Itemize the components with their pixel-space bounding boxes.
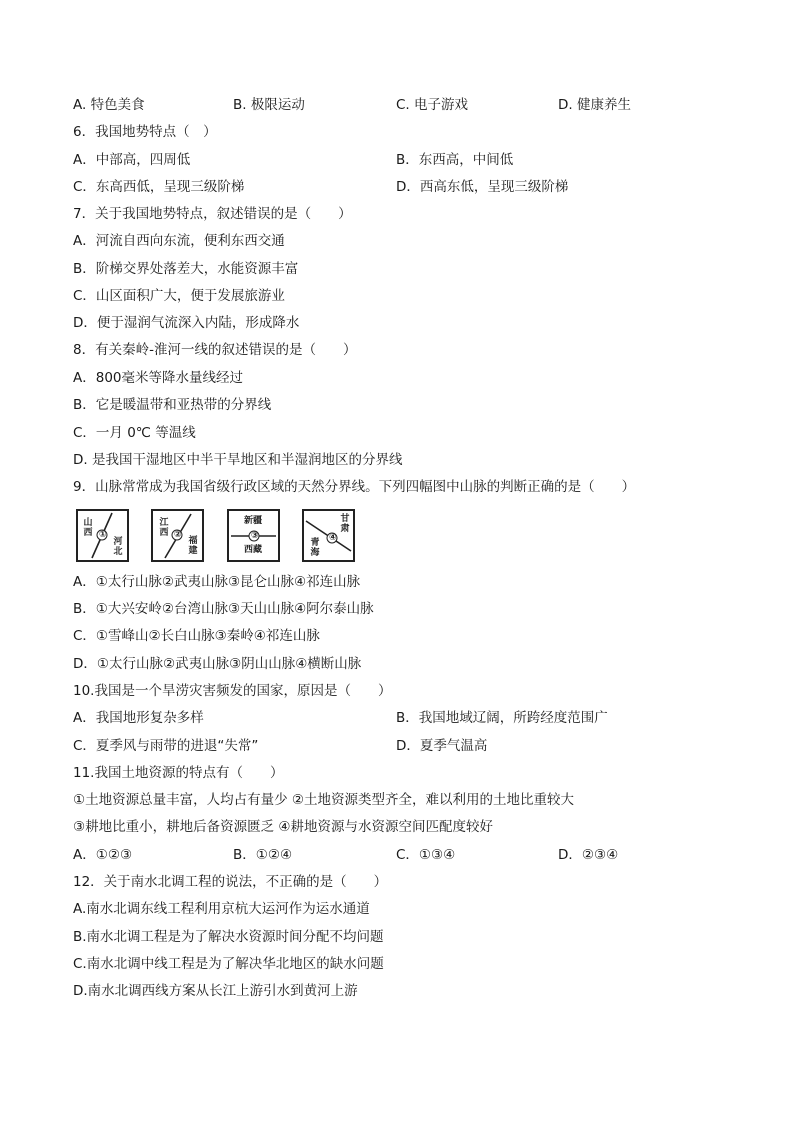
map-4-number: ④	[329, 533, 337, 543]
q11-statements-2: ③耕地比重小，耕地后备资源匮乏 ④耕地资源与水资源空间匹配度较好	[73, 819, 493, 835]
q10-option-d: D．夏季气温高	[396, 738, 488, 754]
q8-stem: 8．有关秦岭-淮河一线的叙述错误的是（ ）	[73, 342, 357, 358]
q12-stem: 12．关于南水北调工程的说法，不正确的是（ ）	[73, 874, 388, 890]
map-3-top-label: 新疆	[244, 516, 263, 526]
q5-option-d: D. 健康养生	[558, 97, 631, 113]
q6-option-a: A．中部高，四周低	[73, 152, 191, 168]
q6-stem: 6．我国地势特点（ ）	[73, 124, 217, 140]
q8-option-d: D. 是我国干湿地区中半干旱地区和半湿润地区的分界线	[73, 452, 403, 468]
map-1-number: ①	[99, 530, 107, 540]
map-2-left-label: 江西	[159, 518, 169, 538]
q11-option-a: A．①②③	[73, 847, 133, 863]
q9-option-c: C．①雪峰山②长白山脉③秦岭④祁连山脉	[73, 628, 320, 644]
q12-option-b: B.南水北调工程是为了解决水资源时间分配不均问题	[73, 929, 384, 945]
q11-option-d: D．②③④	[558, 847, 619, 863]
map-4	[302, 509, 355, 562]
q6-option-b: B．东西高，中间低	[396, 152, 514, 168]
map-4-top-label: 甘肃	[340, 514, 350, 534]
q8-option-b: B．它是暖温带和亚热带的分界线	[73, 397, 272, 413]
map-1-right-label: 河北	[113, 537, 123, 557]
map-2-right-label: 福建	[188, 536, 198, 556]
q7-option-d: D．便于湿润气流深入内陆，形成降水	[73, 315, 300, 331]
map-2-number: ②	[174, 530, 182, 540]
q10-option-c: C．夏季风与雨带的进退“失常”	[73, 738, 259, 754]
q11-option-c: C．①③④	[396, 847, 456, 863]
q12-option-d: D.南水北调西线方案从长江上游引水到黄河上游	[73, 983, 358, 999]
q8-option-c: C．一月 0℃ 等温线	[73, 425, 196, 441]
q6-option-c: C．东高西低，呈现三级阶梯	[73, 179, 245, 195]
q10-option-b: B．我国地域辽阔，所跨经度范围广	[396, 710, 608, 726]
q9-stem: 9．山脉常常成为我国省级行政区域的天然分界线。下列四幅图中山脉的判断正确的是（ ）	[73, 479, 636, 495]
q10-option-a: A．我国地形复杂多样	[73, 710, 204, 726]
map-3	[227, 509, 280, 562]
q8-option-a: A．800毫米等降水量线经过	[73, 370, 244, 386]
q5-option-b: B. 极限运动	[233, 97, 305, 113]
map-4-bottom-label: 青海	[310, 538, 320, 558]
q12-option-c: C.南水北调中线工程是为了解决华北地区的缺水问题	[73, 956, 384, 972]
map-2	[151, 509, 204, 562]
q7-option-a: A．河流自西向东流，便利东西交通	[73, 233, 285, 249]
q11-statements-1: ①土地资源总量丰富，人均占有量少 ②土地资源类型齐全，难以利用的土地比重较大	[73, 792, 574, 808]
map-3-number: ③	[251, 531, 259, 541]
map-3-bottom-label: 西藏	[244, 545, 263, 555]
q12-option-a: A.南水北调东线工程利用京杭大运河作为运水通道	[73, 901, 370, 917]
q11-stem: 11.我国土地资源的特点有（ ）	[73, 765, 284, 781]
q7-option-b: B．阶梯交界处落差大，水能资源丰富	[73, 261, 299, 277]
q5-option-a: A. 特色美食	[73, 97, 145, 113]
q5-option-c: C. 电子游戏	[396, 97, 469, 113]
q7-option-c: C．山区面积广大，便于发展旅游业	[73, 288, 285, 304]
q6-option-d: D．西高东低，呈现三级阶梯	[396, 179, 569, 195]
q11-option-b: B．①②④	[233, 847, 293, 863]
map-1-left-label: 山西	[83, 518, 93, 538]
q9-option-d: D．①太行山脉②武夷山脉③阴山山脉④横断山脉	[73, 656, 362, 672]
q10-stem: 10.我国是一个旱涝灾害频发的国家，原因是（ ）	[73, 683, 392, 699]
map-1	[76, 509, 129, 562]
q7-stem: 7．关于我国地势特点，叙述错误的是（ ）	[73, 206, 352, 222]
q9-option-b: B．①大兴安岭②台湾山脉③天山山脉④阿尔泰山脉	[73, 601, 374, 617]
q9-option-a: A．①太行山脉②武夷山脉③昆仑山脉④祁连山脉	[73, 574, 361, 590]
